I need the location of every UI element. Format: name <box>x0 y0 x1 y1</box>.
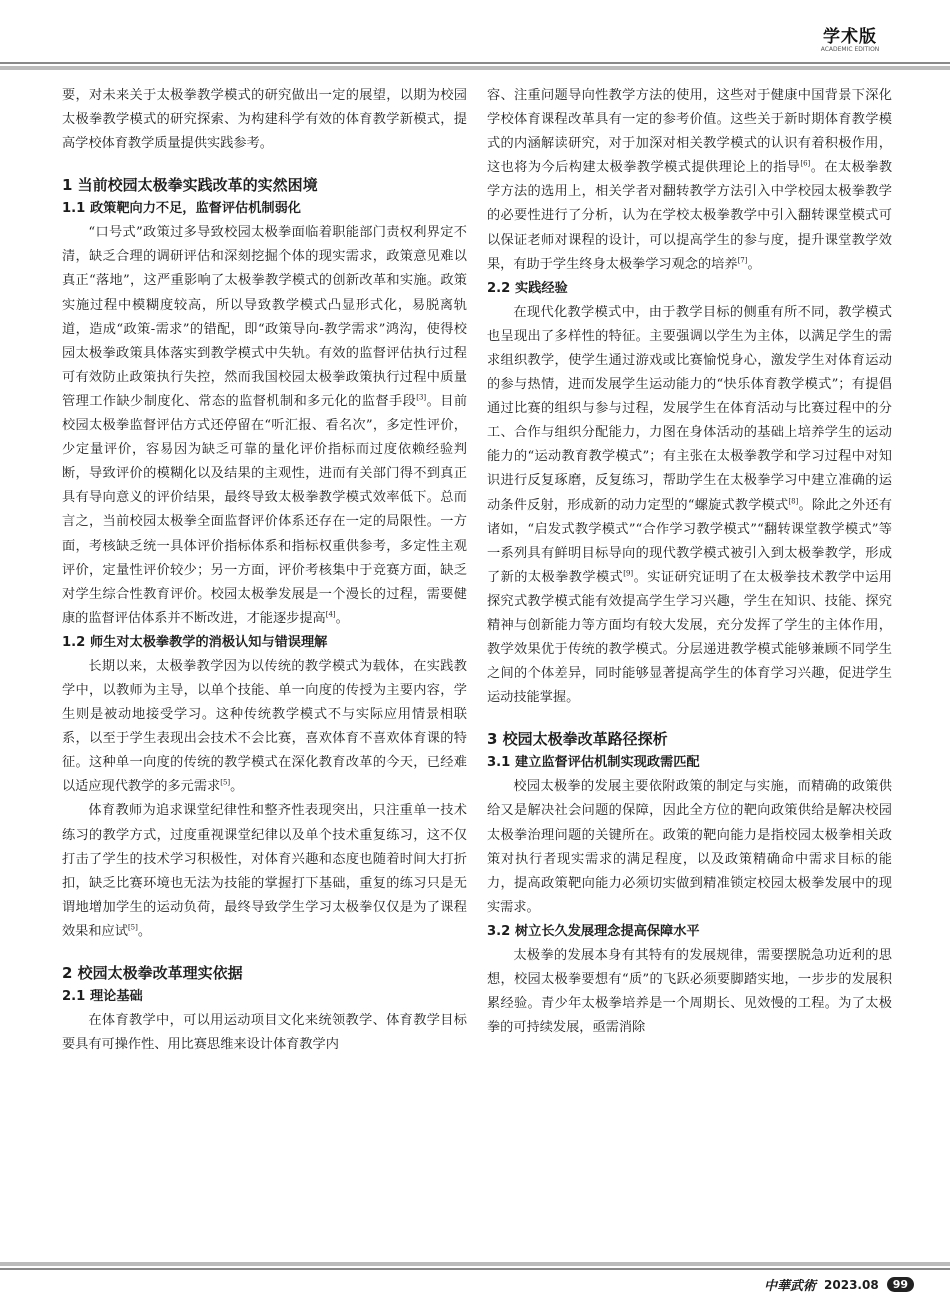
paragraph-2-2: 在现代化教学模式中，由于教学目标的侧重有所不同，教学模式也呈现出了多样性的特征。主要强调以学生为主体，以满足学生的需求组织教学，使学生通过游戏或比赛愉悦身心，激发学生对体育运动的参与热情，进而发展学生运动能力的“快乐体育教学模式”；有提倡通过比赛的组织与参与过程，发展学生在体育活动与比赛过程中的分工、合作与组织分配能力，力图在身体活动的基础上培养学生的运动能力的“运动教育教学模式”；有主张在太极拳教学和学习过程中对知识进行反复琢磨，反复练习，帮助学生在太极拳学习中建立准确的运动条件反射，形成新的动力定型的“螺旋式教学模式[8]。除此之外还有诸如，“启发式教学模式”“合作学习教学模式”“翻转课堂教学模式”等一系列具有鲜明目标导向的现代教学模式被引入到太极拳教学，形成了新的太极拳教学模式[9]。实证研究证明了在太极拳技术教学中运用探究式教学模式能有效提高学生学习兴趣，学生在知识、技能、探究精神与创新能力等方面均有较大发展，充分发挥了学生的主体作用，教学效果优于传统的教学模式。分层递进教学模式能够兼顾不同学生之间的个体差异，同时能够显著提高学生的体育学习兴趣，促进学生运动技能掌握。 <box>487 304 892 706</box>
logo-title: 学术版 <box>823 27 877 47</box>
citation-ref: [9] <box>623 569 634 578</box>
section-heading-1: 1 当前校园太极拳实践改革的实然困境 <box>62 176 318 195</box>
paragraph-1-1: “口号式”政策过多导致校园太极拳面临着职能部门责权利界定不清，缺乏合理的调研评估和深刻挖掘个体的现实需求，政策意见难以真正“落地”，这严重影响了太极拳教学模式的创新改革和实施。政策实施过程中模糊度较高，所以导致教学模式凸显形式化，易脱离轨道，造成“政策-需求”的错配，即“政策导向-教学需求”鸿沟，使得校园太极拳政策具体落实到教学模式中失轨。有效的监督评估执行过程可有效防止政策执行失控，然而我国校园太极拳政策执行过程中质量管理工作缺少制度化、常态的监督机制和多元化的监督手段[3]。目前校园太极拳监督评估方式还停留在“听汇报、看名次”，多定性评价，少定量评价，容易因为缺乏可靠的量化评价指标而过度依赖经验判断，导致评价的模糊化以及结果的主观性，进而有关部门得不到真正具有导向意义的评价结果，最终导致太极拳教学模式效率低下。总而言之，当前校园太极拳全面监督评价体系还存在一定的局限性。一方面，考核缺乏统一具体评价指标体系和指标权重供参考，多定性主观评价，定量性评价较少；另一方面，评价考核集中于竞赛方面，缺乏对学生综合性教育评价。校园太极拳发展是一个漫长的过程，需要健康的监督评估体系并不断改进，才能逐步提高[4]。 <box>62 225 468 626</box>
paragraph-2-1: 在体育教学中，可以用运动项目文化来统领教学、体育教学目标要具有可操作性、用比赛思维来设计体育教学内 <box>62 1013 467 1053</box>
section-heading-2: 2 校园太极拳改革理实依据 <box>62 964 243 982</box>
header-divider <box>0 62 950 70</box>
section-heading-3: 3 校园太极拳改革路径探析 <box>487 730 668 749</box>
paragraph-3-1: 校园太极拳的发展主要依附政策的制定与实施，而精确的政策供给又是解决社会问题的保障，因此全方位的靶向政策供给是解决校园太极拳治理问题的关键所在。政策的靶向能力是指校园太极拳相关政策对执行者现实需求的满足程度，以及政策精确命中需求目标的能力，提高政策靶向能力必须切实做到精准锁定校园太极拳发展中的现实需求。 <box>487 779 892 915</box>
journal-section-logo <box>790 22 910 53</box>
issue-number: 2023.08 <box>824 1277 879 1292</box>
subsection-heading-2-2: 2.2 实践经验 <box>487 280 568 296</box>
citation-ref: [5] <box>220 778 231 787</box>
logo-subtitle: ACADEMIC EDITION <box>820 46 880 53</box>
page-number: 99 <box>887 1277 914 1292</box>
paragraph-1-2-a: 长期以来，太极拳教学因为以传统的教学模式为载体，在实践教学中，以教师为主导，以单个技能、单一向度的传授为主要内容，学生则是被动地接受学习。这种传统教学模式不与实际应用情景相联系，以至于学生表现出会技术不会比赛，喜欢体育不喜欢体育课的特征。这种单一向度的传统的教学模式在深化教育改革的今天，已经难以适应现代教学的多元需求[5]。 <box>62 658 467 795</box>
subsection-heading-1-2: 1.2 师生对太极拳教学的消极认知与错误理解 <box>62 634 328 650</box>
subsection-heading-3-1: 3.1 建立监督评估机制实现政需匹配 <box>487 755 700 771</box>
paragraph-3-2: 太极拳的发展本身有其特有的发展规律，需要摆脱急功近利的思想，校园太极拳要想有“质”的飞跃必须要脚踏实地，一步步的发展积累经验。青少年太极拳培养是一个周期长、见效慢的工程。为了太极拳的可持续发展，亟需消除 <box>487 947 892 1036</box>
citation-ref: [7] <box>737 256 748 265</box>
citation-ref: [4] <box>325 610 336 619</box>
subsection-heading-2-1: 2.1 理论基础 <box>62 989 143 1004</box>
footer-divider <box>0 1262 950 1270</box>
citation-ref: [3] <box>416 393 427 402</box>
subsection-heading-3-2: 3.2 树立长久发展理念提高保障水平 <box>487 923 700 939</box>
page-footer <box>764 1275 914 1294</box>
paragraph-2-1-cont: 容、注重问题导向性教学方法的使用，这些对于健康中国背景下深化学校体育课程改革具有一定的参考价值。这些关于新时期体育教学模式的内涵解读研究，对于加深对相关教学模式的认识有着积极作用，这也将为今后构建太极拳教学模式提供理论上的指导[6]。在太极拳教学方法的选用上，相关学者对翻转教学方法引入中学校园太极拳教学的必要性进行了分析，认为在学校太极拳教学中引入翻转课堂模式可以保证老师对课程的设计，可以提高学生的参与度，提升课堂教学效果，有助于学生终身太极拳学习观念的培养[7]。 <box>487 88 893 272</box>
right-column <box>487 84 892 1040</box>
left-column <box>62 84 467 1057</box>
citation-ref: [8] <box>788 497 799 506</box>
paragraph-1-2-b: 体育教师为追求课堂纪律性和整齐性表现突出，只注重单一技术练习的教学方式，过度重视课堂纪律以及单个技术重复练习，这不仅打击了学生的技术学习积极性，对体育兴趣和态度也随着时间大打折扣，缺乏比赛环境也无法为技能的掌握打下基础，重复的练习只是无谓地增加学生的运动负荷，最终导致学生学习太极拳仅仅是为了课程效果和应试[5]。 <box>62 803 467 939</box>
subsection-heading-1-1: 1.1 政策靶向力不足，监督评估机制弱化 <box>62 201 301 217</box>
citation-ref: [6] <box>800 159 811 168</box>
magazine-name: 中華武術 <box>764 1279 817 1294</box>
intro-paragraph: 要，对未来关于太极拳教学模式的研究做出一定的展望，以期为校园太极拳教学模式的研究探索、为构建科学有效的体育教学新模式，提高学校体育教学质量提供实践参考。 <box>62 88 467 152</box>
citation-ref: [5] <box>127 923 138 932</box>
